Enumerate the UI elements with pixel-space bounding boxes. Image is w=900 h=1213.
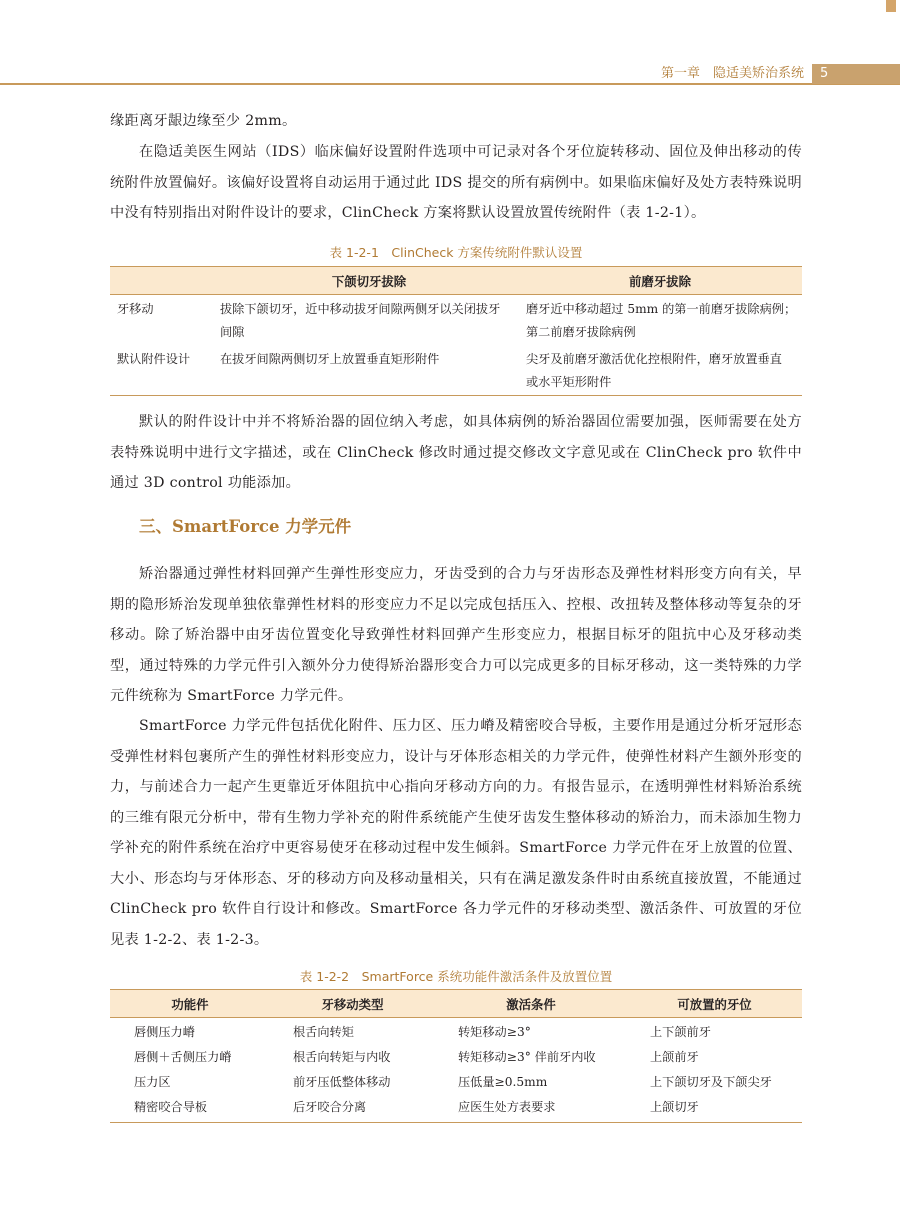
table-cell: 压低量≥0.5mm xyxy=(458,1075,548,1089)
table-cell: 根舌向转矩 xyxy=(293,1025,354,1039)
table-cell: 在拔牙间隙两侧切牙上放置垂直矩形附件 xyxy=(220,345,518,396)
paragraph-default-attachments: 默认的附件设计中并不将矫治器的固位纳入考虑，如具体病例的矫治器固位需要加强，医师需要在处方表特殊说明中进行文字描述，或在 ClinCheck 修改时通过提交修改文字意见或在 ClinCheck pro 软件中通过 3D control 功能添加。 xyxy=(110,414,802,491)
table-2 xyxy=(110,989,802,1123)
table-1 xyxy=(110,266,802,396)
paragraph-continuation: 缘距离牙龈边缘至少 2mm。 xyxy=(110,113,297,129)
corner-tab-mark xyxy=(886,0,896,12)
table-row xyxy=(110,295,802,346)
running-header xyxy=(0,64,900,84)
table-2-caption: 表 1-2-2 SmartForce 系统功能件激活条件及放置位置 xyxy=(299,969,613,984)
table-cell: 上下颌前牙 xyxy=(650,1025,711,1039)
table-cell: 前牙压低整体移动 xyxy=(293,1075,391,1089)
paragraph-smartforce-details: SmartForce 力学元件包括优化附件、压力区、压力嵴及精密咬合导板，主要作用是通过分析牙冠形态受弹性材料包裹所产生的弹性材料形变应力，设计与牙体形态相关的力学元件，使弹性材料产生额外形变的力，与前述合力一起产生更靠近牙体阻抗中心指向牙移动方向的力。有报告显示，在透明弹性材料矫治系统的三维有限元分析中，带有生物力学补充的附件系统能产生使牙齿发生整体移动的矫治力，而未添加生物力学补充的附件系统在治疗中更容易使牙在移动过程中发生倾斜。SmartForce 力学元件在牙上放置的位置、大小、形态均与牙体形态、牙的移动方向及移动量相关，只有在满足激发条件时由系统直接放置，不能通过 ClinCheck pro 软件自行设计和修改。SmartForce 各力学元件的牙移动类型、激活条件、可放置的牙位见表 1-2-2、表 1-2-3。 xyxy=(110,718,802,948)
table-2-header-row xyxy=(110,990,802,1018)
paragraph-smartforce-intro: 矫治器通过弹性材料回弹产生弹性形变应力，牙齿受到的合力与牙齿形态及弹性材料形变方向有关，早期的隐形矫治发现单独依靠弹性材料的形变应力不足以完成包括压入、控根、改扭转及整体移动等复杂的牙移动。除了矫治器中由牙齿位置变化导致弹性材料回弹产生形变应力，根据目标牙的阻抗中心及牙移动类型，通过特殊的力学元件引入额外分力使得矫治器形变合力可以完成更多的目标牙移动，这一类特殊的力学元件统称为 SmartForce 力学元件。 xyxy=(110,566,802,704)
section-heading: 三、SmartForce 力学元件 xyxy=(139,517,352,536)
table-2-header-cell: 功能件 xyxy=(110,990,270,1018)
table-row xyxy=(110,1095,802,1123)
table-cell: 唇侧＋舌侧压力嵴 xyxy=(134,1050,232,1064)
table-row xyxy=(110,345,802,396)
page-number: 5 xyxy=(812,64,900,84)
table-cell: 默认附件设计 xyxy=(110,345,220,396)
table-cell: 精密咬合导板 xyxy=(110,1095,270,1123)
chapter-title: 第一章 隐适美矫治系统 xyxy=(660,66,804,81)
table-cell: 磨牙近中移动超过 5mm 的第一前磨牙拔除病例；第二前磨牙拔除病例 xyxy=(526,302,797,339)
table-1-header-row xyxy=(110,267,802,295)
table-cell: 拔除下颌切牙，近中移动拔牙间隙两侧牙以关闭拔牙间隙 xyxy=(220,302,501,339)
table-cell: 牙移动 xyxy=(117,302,154,316)
table-cell: 上下颌切牙及下颌尖牙 xyxy=(650,1075,772,1089)
table-2-header-cell: 牙移动类型 xyxy=(270,990,435,1018)
table-1-header-cell xyxy=(110,267,220,295)
table-2-header-cell: 可放置的牙位 xyxy=(627,990,802,1018)
table-cell: 转矩移动≥3° xyxy=(458,1025,531,1039)
table-cell: 尖牙及前磨牙激活优化控根附件，磨牙放置垂直或水平矩形附件 xyxy=(518,345,802,396)
table-2-header-cell: 激活条件 xyxy=(435,990,627,1018)
table-cell: 根舌向转矩与内收 xyxy=(293,1050,391,1064)
table-row xyxy=(110,1045,802,1070)
table-cell: 上颌前牙 xyxy=(650,1050,699,1064)
paragraph-ids-preferences: 在隐适美医生网站（IDS）临床偏好设置附件选项中可记录对各个牙位旋转移动、固位及伸出移动的传统附件放置偏好。该偏好设置将自动运用于通过此 IDS 提交的所有病例中。如果临床偏好及处方表特殊说明中没有特别指出对附件设计的要求，ClinCheck 方案将默认设置放置传统附件（表 1-2-1）。 xyxy=(110,144,802,221)
table-cell: 应医生处方表要求 xyxy=(435,1095,627,1123)
table-row xyxy=(110,1070,802,1095)
table-row xyxy=(110,1018,802,1046)
table-1-caption: 表 1-2-1 ClinCheck 方案传统附件默认设置 xyxy=(329,245,583,260)
table-cell: 后牙咬合分离 xyxy=(270,1095,435,1123)
table-cell: 转矩移动≥3° 伴前牙内收 xyxy=(458,1050,596,1064)
table-cell: 上颌切牙 xyxy=(627,1095,802,1123)
table-1-header-cell: 前磨牙拔除 xyxy=(518,267,802,295)
table-cell: 唇侧压力嵴 xyxy=(134,1025,195,1039)
table-1-header-cell: 下颌切牙拔除 xyxy=(220,267,518,295)
table-cell: 压力区 xyxy=(134,1075,171,1089)
